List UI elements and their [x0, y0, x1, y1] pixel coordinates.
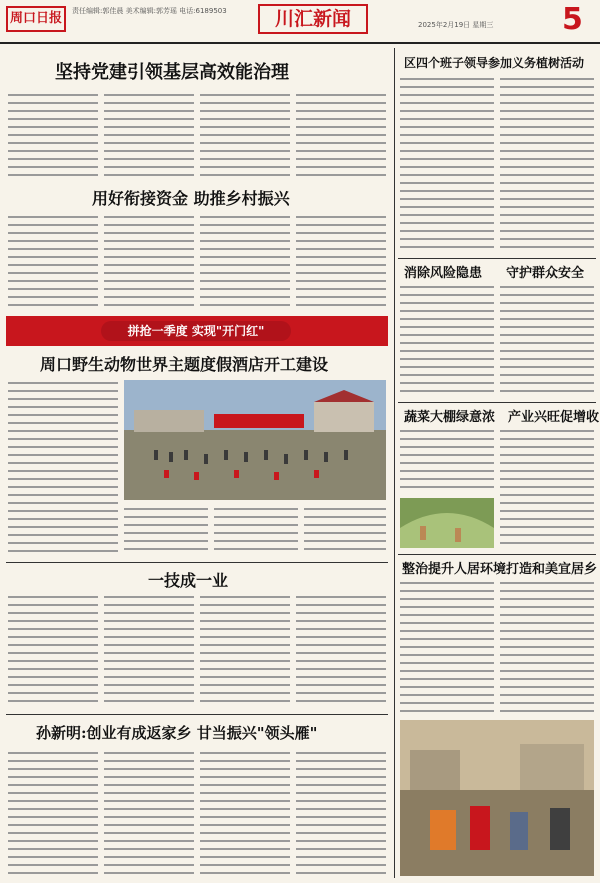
- article-1-text-col4: [296, 92, 386, 176]
- right-article-4-text-col1: [400, 580, 494, 714]
- right-article-2-text-col2: [500, 284, 594, 396]
- article-2-text-col2: [104, 214, 194, 306]
- article-5-text-col4: [296, 750, 386, 876]
- article-3-text-col3: [214, 506, 298, 556]
- staff-line: 责任编辑:郭佳晨 美术编辑:郭芳瑶 电话:6189503: [72, 7, 227, 15]
- right-article-3-title-left: 蔬菜大棚绿意浓: [404, 410, 496, 425]
- right-article-3-text-col1: [400, 428, 494, 492]
- article-2-title: 用好衔接资金 助推乡村振兴: [92, 189, 290, 208]
- article-5-title: 孙新明:创业有成返家乡 甘当振兴"领头雁": [36, 724, 318, 742]
- groundbreaking-photo: [124, 380, 386, 500]
- article-5-text-col1: [8, 750, 98, 876]
- right-article-1-text-col2: [500, 76, 594, 252]
- article-2-text-col4: [296, 214, 386, 306]
- article-1-text-col1: [8, 92, 98, 176]
- divider: [6, 562, 388, 563]
- right-article-4-title-left: 整治提升人居环境: [402, 562, 507, 577]
- right-article-2-title-right: 守护群众安全: [506, 266, 585, 281]
- section-title: 川汇新闻: [258, 4, 368, 34]
- right-article-1-text-col1: [400, 76, 494, 252]
- right-article-3-title-right: 产业兴旺促增收: [508, 410, 600, 425]
- article-2-text-col1: [8, 214, 98, 306]
- article-2-text-col3: [200, 214, 290, 306]
- right-article-3-text-col2: [500, 428, 594, 548]
- article-3-text-col4: [304, 506, 386, 556]
- banner-text: 拼抢一季度 实现"开门红": [101, 321, 291, 341]
- issue-date: 2025年2月19日 星期三: [418, 21, 494, 29]
- village-cleanup-photo: [400, 720, 594, 876]
- divider: [398, 554, 596, 555]
- right-article-2-text-col1: [400, 284, 494, 396]
- column-divider: [394, 48, 395, 878]
- newspaper-logo: 周口日报: [6, 6, 66, 32]
- article-4-text-col3: [200, 594, 290, 708]
- article-1-text-col3: [200, 92, 290, 176]
- article-5-text-col3: [200, 750, 290, 876]
- right-article-2-title-left: 消除风险隐患: [404, 266, 483, 281]
- divider: [398, 402, 596, 403]
- right-article-4-title-right: 打造和美宜居乡: [506, 562, 598, 577]
- article-3-text-col1: [8, 380, 118, 556]
- masthead: [0, 0, 600, 44]
- greenhouse-photo: [400, 498, 494, 548]
- article-4-text-col4: [296, 594, 386, 708]
- article-1-text-col2: [104, 92, 194, 176]
- article-3-text-col2: [124, 506, 208, 556]
- campaign-banner: [6, 316, 388, 346]
- divider: [6, 714, 388, 715]
- right-article-4-text-col2: [500, 580, 594, 714]
- article-4-text-col2: [104, 594, 194, 708]
- divider: [398, 258, 596, 259]
- article-1-title: 坚持党建引领基层高效能治理: [55, 62, 289, 83]
- article-5-text-col2: [104, 750, 194, 876]
- article-4-title: 一技成一业: [148, 571, 229, 590]
- article-4-text-col1: [8, 594, 98, 708]
- article-3-title: 周口野生动物世界主题度假酒店开工建设: [40, 355, 329, 374]
- page-number: 5: [562, 2, 583, 37]
- right-article-1-title: 区四个班子领导参加义务植树活动: [404, 56, 585, 70]
